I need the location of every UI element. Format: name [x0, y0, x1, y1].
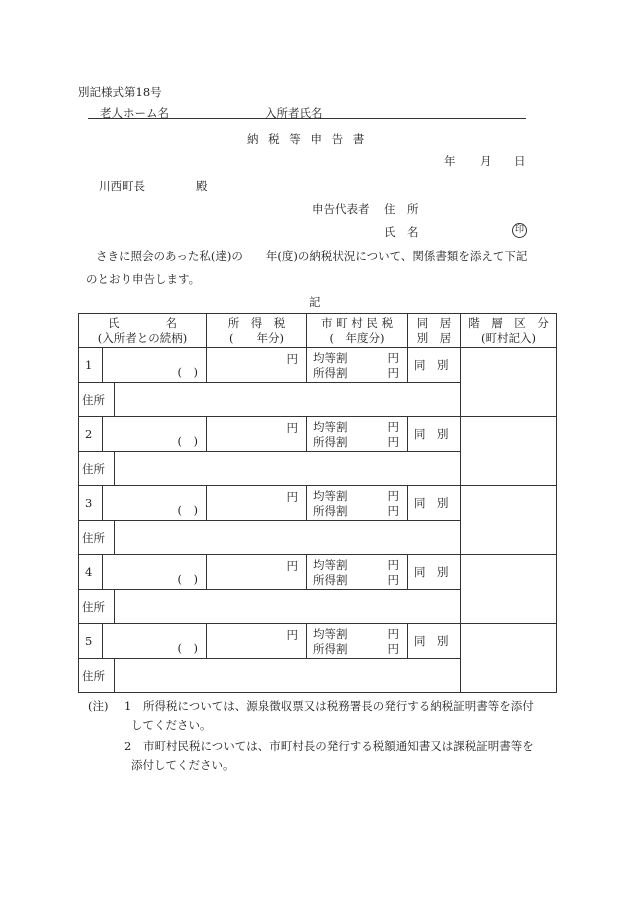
- relation-paren: ( ): [177, 572, 199, 586]
- equal-levy-label: 均等割: [313, 351, 348, 365]
- header-income-top: 所 得 税: [227, 315, 286, 330]
- table-row: [79, 348, 557, 383]
- declarant-role: 申告代表者: [312, 202, 370, 216]
- equal-levy-yen: 円: [387, 627, 400, 641]
- address-divider: [114, 521, 115, 554]
- header-underline: [88, 118, 526, 119]
- income-levy-yen: 円: [387, 573, 400, 587]
- row-number: 4: [79, 555, 103, 590]
- page-title: 納 税 等 申 告 書: [247, 132, 368, 146]
- income-levy-label: 所得割: [313, 642, 348, 656]
- address-label: 住所: [82, 599, 105, 614]
- equal-levy-yen: 円: [387, 351, 400, 365]
- income-tax-cell[interactable]: [207, 417, 307, 452]
- declarant-name-label: 氏 名: [384, 225, 419, 239]
- equal-levy-label: 均等割: [313, 420, 348, 434]
- yen-unit: 円: [286, 421, 299, 435]
- yen-unit: 円: [286, 628, 299, 642]
- table-row: [79, 555, 557, 590]
- header-cohabitation: [408, 314, 461, 348]
- header-municipal-top: 市 町 村 民 税: [320, 315, 394, 330]
- yen-unit: 円: [286, 490, 299, 504]
- income-tax-cell[interactable]: [207, 486, 307, 521]
- equal-levy-label: 均等割: [313, 627, 348, 641]
- cohabitation-cell[interactable]: 同 別: [408, 486, 461, 521]
- class-cell[interactable]: [461, 417, 557, 486]
- row-number: 3: [79, 486, 103, 521]
- relation-paren: ( ): [177, 641, 199, 655]
- header-name-bottom: (入所者との続柄): [97, 330, 188, 345]
- form-number: 別記様式第18号: [78, 85, 162, 99]
- address-cell[interactable]: [79, 383, 461, 417]
- income-levy-label: 所得割: [313, 435, 348, 449]
- date-day: 日: [514, 154, 526, 168]
- table-row: [79, 624, 557, 659]
- tax-declaration-table: [78, 313, 557, 693]
- municipal-tax-cell[interactable]: [307, 486, 408, 521]
- note-2-line1: 市町村民税については、市町村長の発行する税額通知書又は課税証明書等を: [143, 739, 534, 753]
- equal-levy-yen: 円: [387, 558, 400, 572]
- row-number: 2: [79, 417, 103, 452]
- date-year: 年: [444, 154, 456, 168]
- equal-levy-yen: 円: [387, 489, 400, 503]
- income-levy-yen: 円: [387, 642, 400, 656]
- class-cell[interactable]: [461, 555, 557, 624]
- class-cell[interactable]: [461, 486, 557, 555]
- address-label: 住所: [82, 530, 105, 545]
- municipal-tax-cell[interactable]: [307, 348, 408, 383]
- income-levy-yen: 円: [387, 435, 400, 449]
- equal-levy-label: 均等割: [313, 489, 348, 503]
- name-cell[interactable]: [103, 624, 207, 659]
- cohabitation-cell[interactable]: 同 別: [408, 624, 461, 659]
- municipal-tax-cell[interactable]: [307, 555, 408, 590]
- table-row: [79, 417, 557, 452]
- cohabitation-cell[interactable]: 同 別: [408, 417, 461, 452]
- income-levy-label: 所得割: [313, 366, 348, 380]
- equal-levy-label: 均等割: [313, 558, 348, 572]
- income-tax-cell[interactable]: [207, 555, 307, 590]
- note-2-line2: 添付してください。: [131, 758, 235, 772]
- address-cell[interactable]: [79, 452, 461, 486]
- header-income-bottom: ( 年分): [229, 330, 284, 345]
- header-municipal-bottom: ( 年度分): [329, 330, 385, 345]
- relation-paren: ( ): [177, 503, 199, 517]
- note-1-line1: 所得税については、源泉徴収票又は税務署長の発行する納税証明書等を添付: [143, 699, 534, 713]
- header-name: [79, 314, 207, 348]
- header-cohab-bottom: 別 居: [416, 330, 452, 345]
- income-tax-cell[interactable]: [207, 624, 307, 659]
- relation-paren: ( ): [177, 365, 199, 379]
- address-label: 住所: [82, 461, 105, 476]
- header-class-bottom: (町村記入): [481, 330, 536, 345]
- home-name-label: 老人ホーム名: [100, 106, 169, 120]
- header-cohab-top: 同 居: [416, 315, 452, 330]
- declarant-address-label: 住 所: [384, 202, 419, 216]
- note-2-number: 2: [124, 739, 132, 753]
- class-cell[interactable]: [461, 348, 557, 417]
- header-income-tax: [207, 314, 307, 348]
- relation-paren: ( ): [177, 434, 199, 448]
- cohabitation-cell[interactable]: 同 別: [408, 348, 461, 383]
- note-1-number: 1: [124, 699, 132, 713]
- addressee-honorific: 殿: [196, 179, 208, 193]
- addressee-name: 川西町長: [99, 179, 145, 193]
- income-levy-yen: 円: [387, 504, 400, 518]
- cohabitation-cell[interactable]: 同 別: [408, 555, 461, 590]
- table-header-row: [79, 314, 557, 348]
- date-month: 月: [480, 154, 492, 168]
- municipal-tax-cell[interactable]: [307, 417, 408, 452]
- address-divider: [114, 590, 115, 623]
- income-levy-yen: 円: [387, 366, 400, 380]
- equal-levy-yen: 円: [387, 420, 400, 434]
- body-text-line1: さきに照会のあった私(達)の 年(度)の納税状況について、関係書類を添えて下記: [96, 249, 528, 263]
- resident-name-label: 入所者氏名: [265, 106, 323, 120]
- address-cell[interactable]: [79, 659, 461, 693]
- notes-label: (注): [88, 699, 109, 713]
- ki-label: 記: [309, 295, 321, 309]
- address-divider: [114, 452, 115, 485]
- income-levy-label: 所得割: [313, 504, 348, 518]
- body-text-line2: のとおり申告します。: [86, 272, 201, 286]
- table-row: [79, 486, 557, 521]
- address-cell[interactable]: [79, 521, 461, 555]
- class-cell[interactable]: [461, 624, 557, 693]
- municipal-tax-cell[interactable]: [307, 624, 408, 659]
- header-class-top: 階 層 区 分: [468, 315, 549, 330]
- income-tax-cell[interactable]: [207, 348, 307, 383]
- name-cell[interactable]: [103, 417, 207, 452]
- row-number: 1: [79, 348, 103, 383]
- yen-unit: 円: [286, 559, 299, 573]
- income-levy-label: 所得割: [313, 573, 348, 587]
- name-cell[interactable]: [103, 555, 207, 590]
- header-name-top: 氏 名: [108, 315, 177, 330]
- address-label: 住所: [82, 392, 105, 407]
- address-divider: [114, 383, 115, 416]
- note-1-line2: してください。: [131, 718, 212, 732]
- yen-unit: 円: [286, 352, 299, 366]
- name-cell[interactable]: [103, 348, 207, 383]
- name-cell[interactable]: [103, 486, 207, 521]
- seal-mark: 印: [512, 223, 527, 238]
- address-cell[interactable]: [79, 590, 461, 624]
- address-divider: [114, 659, 115, 692]
- header-class: [461, 314, 557, 348]
- row-number: 5: [79, 624, 103, 659]
- address-label: 住所: [82, 668, 105, 683]
- header-municipal-tax: [307, 314, 408, 348]
